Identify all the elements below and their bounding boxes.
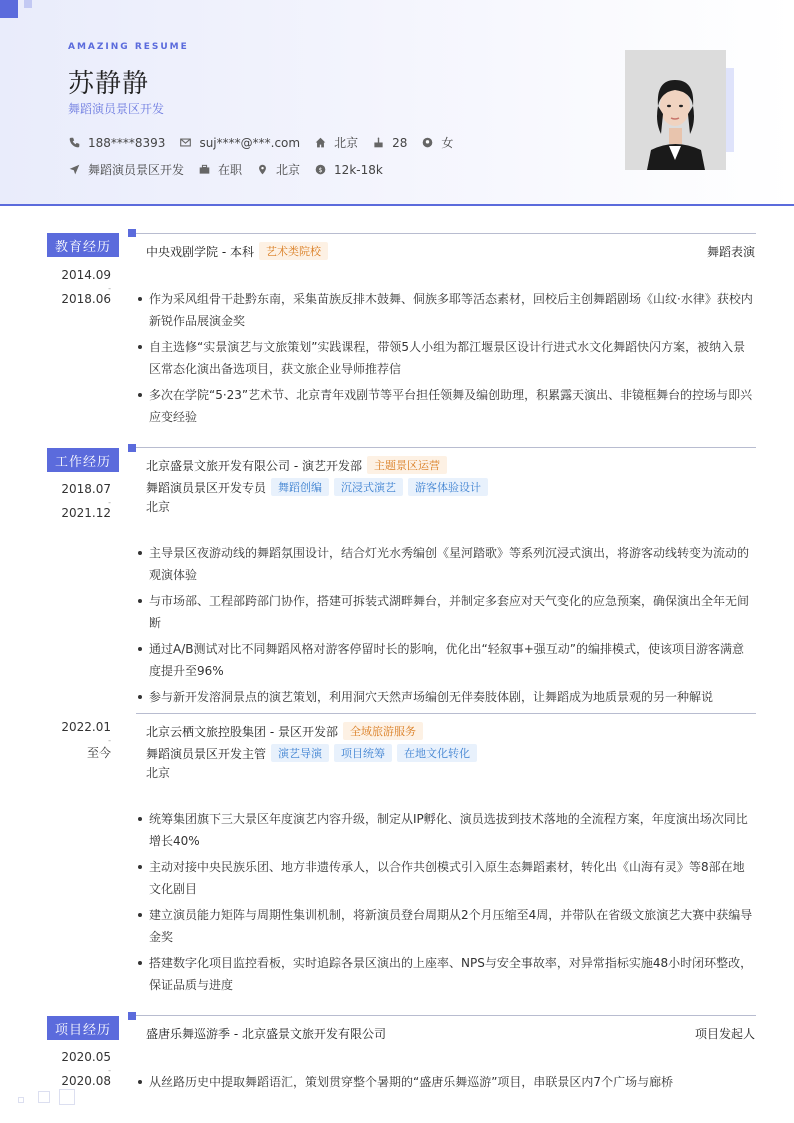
job2-tag: 项目统筹: [334, 744, 392, 762]
list-item: 主导景区夜游动线的舞蹈氛围设计，结合灯光水秀编创《星河踏歌》等系列沉浸式演出，将游客动线转变为流动的观演体验: [138, 542, 754, 586]
list-item: 统筹集团旗下三大景区年度演艺内容升级，制定从IP孵化、演员选拔到技术落地的全流程方案，年度演出场次同比增长40%: [138, 808, 754, 852]
job2-company-line: [146, 722, 423, 740]
job2-tag: 在地文化转化: [397, 744, 477, 762]
location-text: 北京: [276, 163, 301, 177]
intent-text: 舞蹈演员景区开发: [88, 163, 185, 177]
job1-company-line: [146, 456, 447, 474]
section-marker: [128, 229, 136, 237]
edu-school: 中央戏剧学院 - 本科: [146, 244, 254, 259]
phone-icon: [68, 137, 80, 149]
job1-city: 北京: [146, 500, 171, 514]
list-item: 自主选修“实景演艺与文旅策划”实践课程，带领5人小组为都江堰景区设计行进式水文化舞蹈快闪方案，被纳入景区常态化演出备选项目，获文旅企业导师推荐信: [138, 336, 754, 380]
job2-company: 北京云栖文旅控股集团 - 景区开发部: [146, 724, 338, 739]
section-divider: [136, 447, 756, 448]
location-item: [256, 161, 300, 178]
candidate-name: 苏静静: [68, 69, 150, 99]
home-icon: [314, 137, 326, 149]
job1-position: 舞蹈演员景区开发专员: [146, 480, 267, 495]
decor-square-small: [24, 0, 32, 8]
list-item: 建立演员能力矩阵与周期性集训机制，将新演员登台周期从2个月压缩至4周，并带队在省级文旅演艺大赛中获编导金奖: [138, 904, 754, 948]
contact-row: [68, 134, 467, 151]
job1-date-end: 2021.12: [61, 506, 111, 520]
email-item: [179, 136, 300, 150]
list-item: 搭建数字化项目监控看板，实时追踪各景区演出的上座率、NPS与安全事故率，对异常指标实施48小时闭环整改，保证品质与进度: [138, 952, 754, 996]
svg-text:$: $: [318, 166, 323, 174]
list-item: 通过A/B测试对比不同舞蹈风格对游客停留时长的影响，优化出“轻叙事+强互动”的编排模式，使该项目游客满意度提升至96%: [138, 638, 754, 682]
job1-date-sep: -: [108, 498, 111, 507]
decor-square: [59, 1089, 75, 1105]
candidate-subtitle: 舞蹈演员景区开发: [68, 102, 165, 116]
email-text: suj****@***.com: [199, 135, 301, 150]
mail-icon: [179, 137, 191, 149]
edu-school-line: [146, 242, 328, 260]
phone-item: [68, 136, 165, 150]
section-marker: [128, 1012, 136, 1020]
age-item: [372, 136, 407, 150]
job2-date-end: 至今: [86, 746, 111, 760]
gender-item: [421, 134, 453, 151]
job1-date-start: 2018.07: [61, 482, 111, 496]
job2-city: 北京: [146, 766, 171, 780]
portrait-illustration: [625, 50, 726, 170]
proj-date-end: 2020.08: [61, 1074, 111, 1088]
status-item: [198, 161, 242, 178]
list-item: 与市场部、工程部跨部门协作，搭建可拆装式湖畔舞台，并制定多套应对天气变化的应急预案，确保演出全年无间断: [138, 590, 754, 634]
job1-company-tag: 主题景区运营: [367, 456, 447, 474]
job1-tag: 游客体验设计: [408, 478, 488, 496]
age-text: 28: [392, 135, 408, 150]
gender-icon: [421, 137, 433, 149]
job1-tag: 沉浸式演艺: [334, 478, 403, 496]
profile-photo: [625, 50, 726, 170]
section-label-projects: 项目经历: [47, 1016, 119, 1040]
edu-bullets: [138, 288, 754, 432]
proj-title: [146, 1025, 386, 1042]
cake-icon: [372, 137, 384, 149]
salary-icon: [314, 164, 326, 176]
job2-bullets: [138, 808, 754, 1000]
location-icon: [256, 164, 268, 176]
job2-position-line: [146, 744, 477, 762]
phone-text: 188****8393: [88, 135, 166, 150]
list-item: 作为采风组骨干赴黔东南，采集苗族反排木鼓舞、侗族多耶等活态素材，回校后主创舞蹈剧场《山纹·水律》获校内新锐作品展演金奖: [138, 288, 754, 332]
salary-text: 12k-18k: [334, 162, 383, 177]
section-label-education: 教育经历: [47, 233, 119, 257]
edu-school-tag: 艺术类院校: [259, 242, 328, 260]
job2-date-sep: -: [108, 736, 111, 745]
briefcase-icon: [198, 164, 210, 176]
section-divider: [136, 1015, 756, 1016]
list-item: 多次在学院“5·23”艺术节、北京青年戏剧节等平台担任领舞及编创助理，积累露天演出、非镜框舞台的控场与即兴应变经验: [138, 384, 754, 428]
section-marker: [128, 444, 136, 452]
job2-tag: 演艺导演: [271, 744, 329, 762]
decor-square: [18, 1097, 24, 1103]
job1-company: 北京盛景文旅开发有限公司 - 演艺开发部: [146, 458, 362, 473]
job2-company-tag: 全域旅游服务: [343, 722, 423, 740]
eyebrow-text: AMAZING RESUME: [68, 42, 189, 52]
proj-bullets: [138, 1071, 754, 1097]
job-intent-row: [68, 161, 397, 178]
gender-text: 女: [441, 136, 454, 150]
job1-tag: 舞蹈创编: [271, 478, 329, 496]
salary-item: [314, 163, 383, 177]
proj-title-text: 盛唐乐舞巡游季 - 北京盛景文旅开发有限公司: [146, 1027, 386, 1041]
job2-position: 舞蹈演员景区开发主管: [146, 746, 267, 761]
home-text: 北京: [334, 136, 359, 150]
edu-major: 舞蹈表演: [706, 245, 755, 259]
job1-bullets: [138, 542, 754, 712]
job2-date-start: 2022.01: [61, 720, 111, 734]
job-divider: [136, 713, 756, 714]
proj-role: 项目发起人: [694, 1027, 755, 1041]
proj-date-start: 2020.05: [61, 1050, 111, 1064]
list-item: 主动对接中央民族乐团、地方非遗传承人，以合作共创模式引入原生态舞蹈素材，转化出《山海有灵》等8部在地文化剧目: [138, 856, 754, 900]
edu-date-sep: -: [108, 284, 111, 293]
send-icon: [68, 164, 80, 176]
intent-item: [68, 161, 184, 178]
section-divider: [136, 233, 756, 234]
home-item: [314, 134, 358, 151]
decor-square: [38, 1091, 50, 1103]
job1-position-line: [146, 478, 488, 496]
list-item: 从丝路历史中提取舞蹈语汇，策划贯穿整个暑期的“盛唐乐舞巡游”项目，串联景区内7个广场与廊桥: [138, 1071, 754, 1093]
list-item: 参与新开发溶洞景点的演艺策划，利用洞穴天然声场编创无伴奏肢体剧，让舞蹈成为地质景观的另一种解说: [138, 686, 754, 708]
section-label-work: 工作经历: [47, 448, 119, 472]
edu-date-start: 2014.09: [61, 268, 111, 282]
resume-header: [0, 0, 794, 206]
edu-date-end: 2018.06: [61, 292, 111, 306]
status-text: 在职: [218, 163, 243, 177]
decor-square: [0, 0, 18, 18]
proj-date-sep: -: [108, 1066, 111, 1075]
